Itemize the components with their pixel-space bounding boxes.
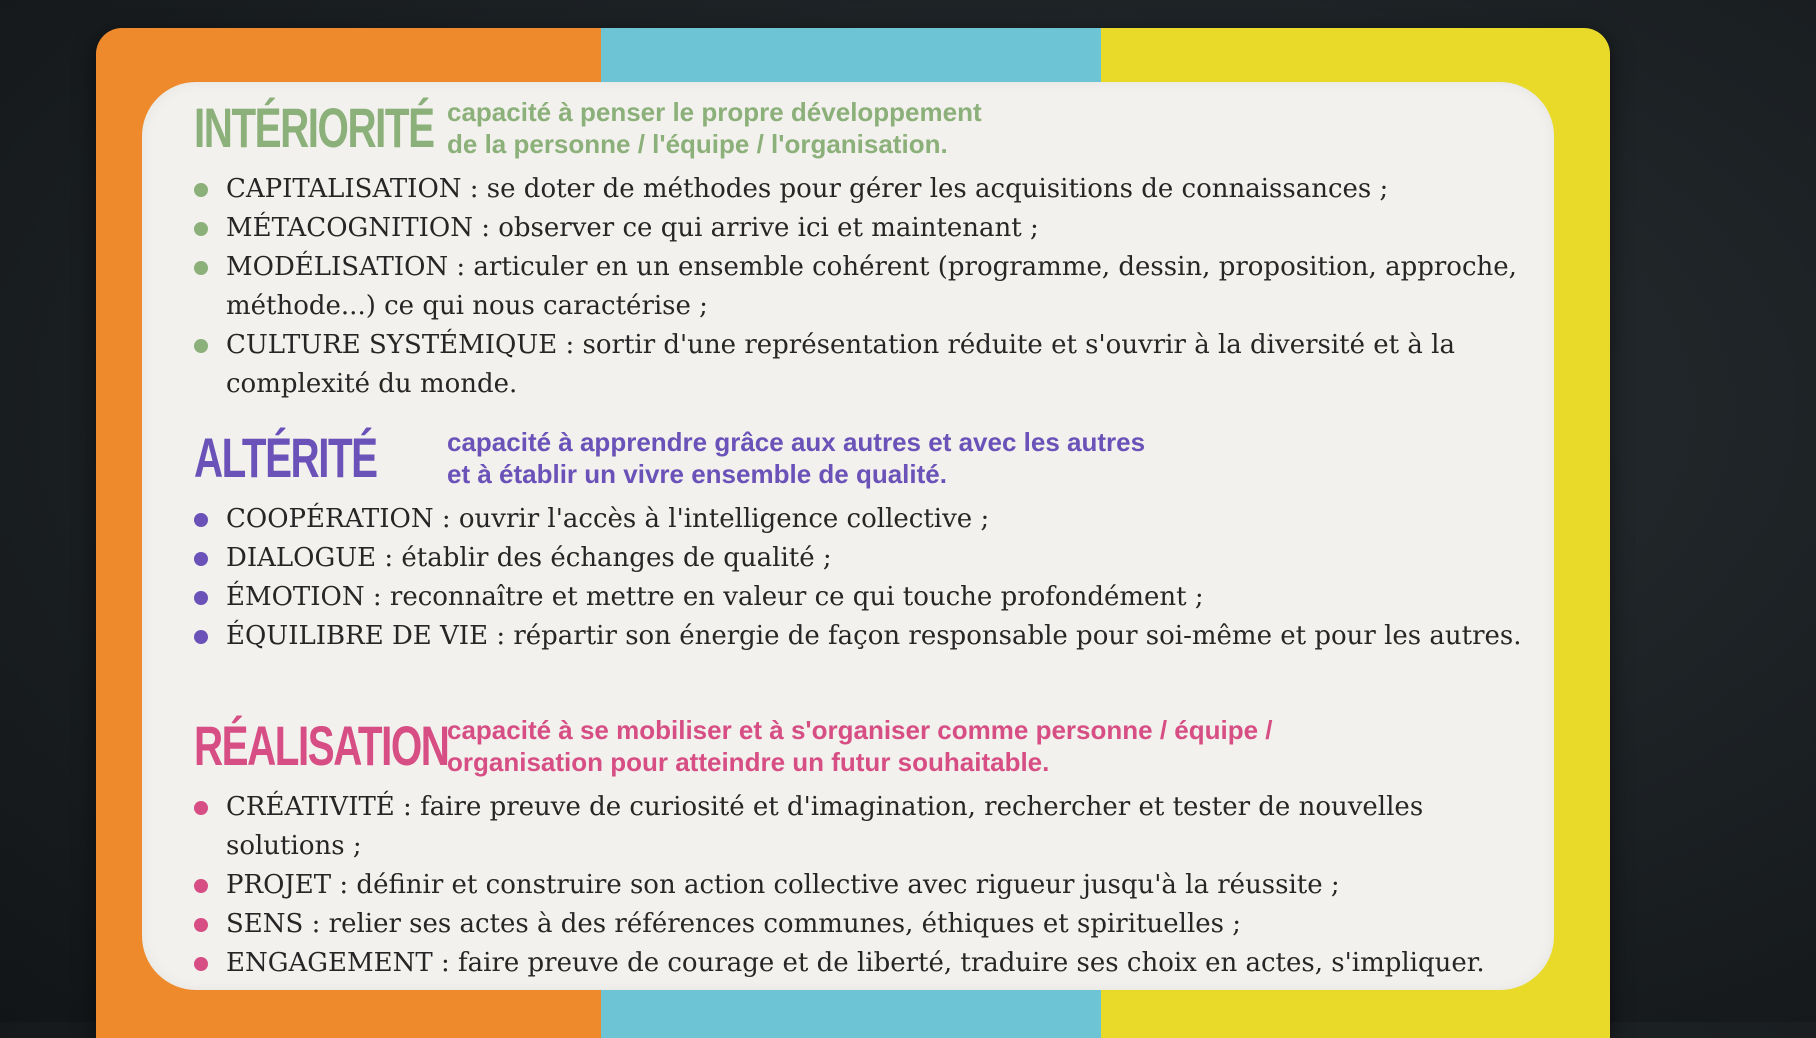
section-title: INTÉRIORITÉ	[194, 96, 434, 159]
item-list	[194, 500, 1534, 656]
section-title: ALTÉRITÉ	[194, 426, 377, 489]
list-item	[194, 500, 1534, 539]
bullet-dot-icon	[194, 918, 208, 932]
item-list	[194, 788, 1534, 983]
section-interiorite	[194, 96, 1534, 404]
item-text: CRÉATIVITÉ : faire preuve de curiosité et d'imagination, rechercher et tester de nouvelles solutions ;	[226, 792, 1424, 861]
list-item	[194, 578, 1534, 617]
list-item	[194, 617, 1534, 656]
item-text: SENS : relier ses actes à des références communes, éthiques et spirituelles ;	[226, 909, 1242, 939]
bullet-dot-icon	[194, 513, 208, 527]
section-alterite	[194, 426, 1534, 656]
section-header	[194, 714, 1534, 778]
description-line: organisation pour atteindre un futur souhaitable.	[447, 747, 1050, 777]
description-line: et à établir un vivre ensemble de qualité.	[447, 459, 947, 489]
description-line: capacité à apprendre grâce aux autres et avec les autres	[447, 427, 1146, 457]
list-item	[194, 905, 1534, 944]
list-item	[194, 539, 1534, 578]
item-text: CAPITALISATION : se doter de méthodes pour gérer les acquisitions de connaissances ;	[226, 174, 1389, 204]
list-item	[194, 788, 1534, 866]
bullet-dot-icon	[194, 630, 208, 644]
bullet-dot-icon	[194, 591, 208, 605]
section-header	[194, 96, 1534, 160]
bullet-dot-icon	[194, 957, 208, 971]
section-realisation	[194, 714, 1534, 983]
item-text: ÉMOTION : reconnaître et mettre en valeur ce qui touche profondément ;	[226, 582, 1204, 612]
item-text: DIALOGUE : établir des échanges de qualité ;	[226, 543, 832, 573]
item-text: ENGAGEMENT : faire preuve de courage et de liberté, traduire ses choix en actes, s'impliquer.	[226, 948, 1485, 978]
item-text: CULTURE SYSTÉMIQUE : sortir d'une représentation réduite et s'ouvrir à la diversité et à la complexité du monde.	[226, 330, 1455, 399]
item-text: MODÉLISATION : articuler en un ensemble cohérent (programme, dessin, proposition, approche, méthode...) ce qui nous caractérise ;	[226, 252, 1517, 321]
bullet-dot-icon	[194, 222, 208, 236]
item-text: ÉQUILIBRE DE VIE : répartir son énergie de façon responsable pour soi-même et pour les autres.	[226, 621, 1522, 651]
item-text: MÉTACOGNITION : observer ce qui arrive ici et maintenant ;	[226, 213, 1039, 243]
bullet-dot-icon	[194, 261, 208, 275]
section-description	[447, 96, 982, 160]
list-item	[194, 326, 1534, 404]
bullet-dot-icon	[194, 339, 208, 353]
list-item	[194, 209, 1534, 248]
item-text: PROJET : définir et construire son action collective avec rigueur jusqu'à la réussite ;	[226, 870, 1340, 900]
bullet-dot-icon	[194, 879, 208, 893]
description-line: capacité à se mobiliser et à s'organiser comme personne / équipe /	[447, 715, 1273, 745]
section-description	[447, 426, 1145, 490]
item-list	[194, 170, 1534, 404]
description-line: capacité à penser le propre développement	[447, 97, 982, 127]
section-header	[194, 426, 1534, 490]
bullet-dot-icon	[194, 552, 208, 566]
list-item	[194, 866, 1534, 905]
item-text: COOPÉRATION : ouvrir l'accès à l'intelligence collective ;	[226, 504, 990, 534]
card-panel	[142, 82, 1554, 990]
section-title: RÉALISATION	[194, 714, 449, 777]
list-item	[194, 170, 1534, 209]
section-description	[447, 714, 1273, 778]
bullet-dot-icon	[194, 183, 208, 197]
bullet-dot-icon	[194, 801, 208, 815]
list-item	[194, 248, 1534, 326]
description-line: de la personne / l'équipe / l'organisation.	[447, 129, 948, 159]
list-item	[194, 944, 1534, 983]
